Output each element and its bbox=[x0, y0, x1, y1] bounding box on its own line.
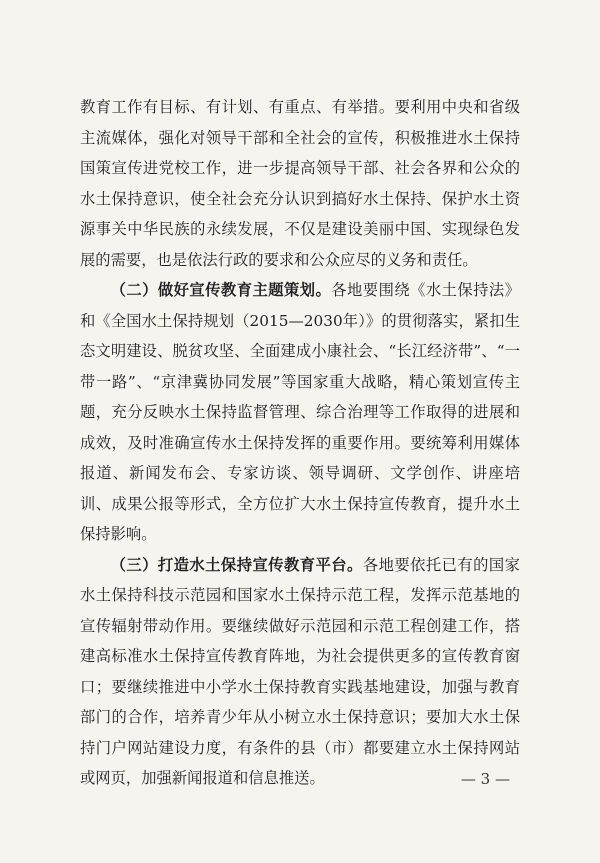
paragraph-2 bbox=[80, 275, 520, 550]
section-heading-3: （三）打造水土保持宣传教育平台。 bbox=[110, 555, 363, 574]
page-number: — 3 — bbox=[460, 770, 510, 788]
paragraph-3 bbox=[80, 550, 520, 794]
paragraph-2-text: 各地要围绕《水土保持法》和《全国水土保持规划（2015—2030年）》的贯彻落实，紧扣生态文明建设、脱贫攻坚、全面建成小康社会、“长江经济带”、“一带一路”、“京津冀协同发展”等国家重大战略，精心策划宣传主题，充分反映水土保持监督管理、综合治理等工作取得的进展和成效，及时准确宣传水土保持发挥的重要作用。要统筹利用媒体报道、新闻发布会、专家访谈、领导调研、文学创作、讲座培训、成果公报等形式，全方位扩大水土保持宣传教育，提升水土保持影响。 bbox=[80, 281, 520, 543]
section-heading-2: （二）做好宣传教育主题策划。 bbox=[110, 281, 332, 299]
paragraph-1 bbox=[80, 92, 520, 275]
document-body bbox=[80, 92, 520, 794]
paragraph-3-text: 各地要依托已有的国家水土保持科技示范园和国家水土保持示范工程，发挥示范基地的宣传辐射带动作用。要继续做好示范园和示范工程创建工作，搭建高标准水土保持宣传教育阵地，为社会提供更多的宣传教育窗口；要继续推进中小学水土保持教育实践基地建设，加强与教育部门的合作，培养青少年从小树立水土保持意识；要加大水土保持门户网站建设力度，有条件的县（市）都要建立水土保持网站或网页，加强新闻报道和信息推送。 bbox=[80, 555, 520, 787]
paragraph-1-text: 教育工作有目标、有计划、有重点、有举措。要利用中央和省级主流媒体，强化对领导干部和全社会的宣传，积极推进水土保持国策宣传进党校工作，进一步提高领导干部、社会各界和公众的水土保持意识，使全社会充分认识到搞好水土保持、保护水土资源事关中华民族的永续发展，不仅是建设美丽中国、实现绿色发展的需要，也是依法行政的要求和公众应尽的义务和责任。 bbox=[80, 98, 520, 269]
